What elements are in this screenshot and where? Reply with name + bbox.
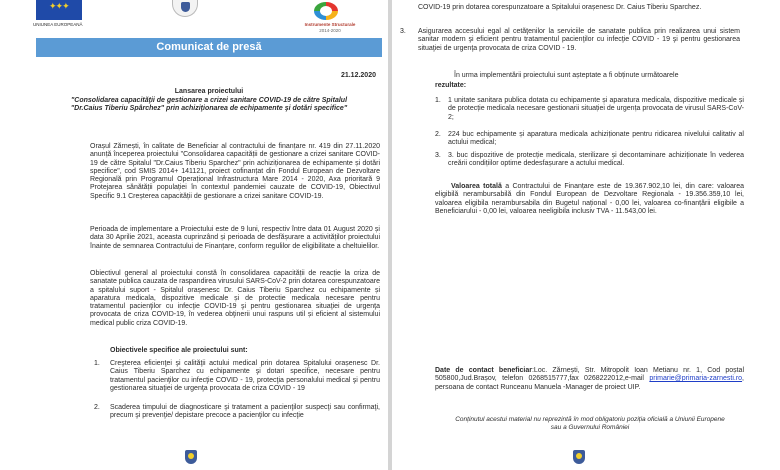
objective-item: Creşterea eficienţei şi calităţii actului medical prin dotarea Spitalului orașenesc Dr. Caius Tiberiu Sparchez cu echipamente şi dotari specifice, necesare pentru tratamentul pacienţilor cu infecţie COVID - 19, protecţia personalului medical şi pentru gestionarea situaţiei de urgenţa provocata de criza COVID - 19 <box>110 360 380 392</box>
eu-flag-icon: ✦✦✦ <box>36 0 82 20</box>
title-line: Lansarea proiectului <box>174 88 244 95</box>
total-value-label: Valoarea totală <box>451 183 502 190</box>
footer-crest-icon <box>568 448 590 466</box>
struct-caption-years: 2014-2020 <box>319 28 341 33</box>
list-number: 1. <box>435 97 441 104</box>
release-date: 21.12.2020 <box>340 72 376 79</box>
document-page-left <box>0 0 388 470</box>
results-intro: În urma implementării proiectului sunt așteptate a fi obținute următoarele <box>454 72 679 79</box>
objective-item-continuation: COVID-19 prin dotarea corespunzatoare a Spitalului orașenesc Dr. Caius Tiberiu Sparchez. <box>418 4 702 11</box>
total-value-text: a Contractului de Finanțare este de 19.367.902,10 lei, din care: valoarea eligibilă nerambursabilă din Fondul European de Dezvoltare Regionala - 19.356.359,10 lei, valoarea eligibila nerambursabila din Bugetul național - 0,00 lei, valoarea co-finanțării eligibile a Beneficiarului - 0,00 lei, valoarea neeligibila inclusiv TVA - 11.543,00 lei. <box>435 183 744 215</box>
project-title: "Consolidarea capacităţii de gestionare a crizei sanitare COVID-19 de către Spitalul "Dr.Caius Tiberiu Spârchez" prin achiziţionarea de echipamente şi dotări specifice" <box>70 97 348 113</box>
contact-paragraph <box>435 367 744 392</box>
document-page-right <box>392 0 780 470</box>
contact-tail: , persoana de contact Runceanu Manuela -Manager de proiect UIP. <box>435 375 744 391</box>
results-label: rezultate: <box>435 82 467 89</box>
government-crest-icon <box>172 0 198 17</box>
total-value-paragraph <box>435 183 744 216</box>
list-number: 2. <box>94 404 100 411</box>
objective-item: Asigurarea accesului egal al cetăţenilor la serviciile de sanatate publica prin realizarea unui sistem sanitar modern şi eficient pentru tratamentul pacienţilor cu infecţie COVID - 19 şi pentru gestionarea situaţiei de urgenţa provocata de criza COVID - 19. <box>418 28 740 52</box>
press-release-banner: Comunicat de presă <box>36 38 382 57</box>
result-item: 3. buc dispozitive de protecție medicala, sterilizare și decontaminare achiziționate în vederea creării condițiilor optime dedesfașurare a actului medical. <box>448 152 744 168</box>
paragraph-general-objective: Obiectivul general al proiectului constă în consolidarea capacității de reacție la criza de sanatate publica cauzata de raspandirea virusului SARS-CoV-2 prin dotarea corespunzatoare a spitalului suport - Spitalul orașenesc Dr. Caius Tiberiu Sparchez cu echipamente și aparatura medicala, dispozitive medicale și de protectie medicala necesare pentru tratamentul pacienţilor cu infecţie COVID-19 şi pentru gestionarea situaţiei de urgenţa provocata de criza COVID-19, în vederea obţinerii unui raspuns util și eficient al sistemului medical public criza COVID-19. <box>90 270 380 327</box>
contact-email-link[interactable]: primarie@primaria-zarnesti.ro <box>649 375 743 383</box>
disclaimer: Conținutul acestui material nu reprezintă în mod obligatoriu poziția oficială a Uniunii Europene sau a Guvernului României <box>455 416 725 431</box>
contact-text: :Loc. Zărnești, Str. Mitropolit Ioan Metianu nr. 1, Cod poștal 505800,Jud.Brașov, telefon 0268515777,fax 0268222012,e-mail <box>435 367 744 383</box>
paragraph-intro: Orașul Zărnești, în calitate de Beneficiar al contractului de finanțare nr. 419 din 27.11.2020 anunță începerea proiectului "Consolidarea capacității de gestionare a crizei sanitare COVID-19 de către Spitalul "Dr.Caius Tiberiu Sparchez" prin achiziționarea de echipamente și dotări specifice", cod SMIS 2014+ 141121, proiect cofinanțat din Fondul European de Dezvoltare Regională prin Programul Operațional Infrastructura Mare 2014 - 2020, Axa prioritară 9 Protejarea sănătății populației în contextul pandemiei cauzate de COVID-19, Obiectivul Specific 9.1 Creșterea capacității de gestionare a crizei sanitare COVID-19. <box>90 143 380 200</box>
objectives-heading: Obiectivele specifice ale proiectului sunt: <box>110 347 248 354</box>
contact-label: Date de contact beneficiar <box>435 367 532 374</box>
list-number: 1. <box>94 360 100 367</box>
footer-crest-icon <box>180 448 202 466</box>
result-item: 224 buc echipamente și aparatura medicala achiziționate pentru ridicarea nivelului calitativ al actului medical; <box>448 131 744 147</box>
paragraph-implementation: Perioada de implementare a Proiectului este de 9 luni, respectiv între data 01 August 2020 și data 30 Aprilie 2021, aceasta cuprinzând și perioada de desfășurare a activităților proiectului înainte de semnarea Contractului de Finanțare, conform regulilor de eligibilitate a cheltuielilor. <box>90 226 380 250</box>
objective-item: Scaderea timpului de diagnosticare şi tratament a pacienţilor suspecţi sau confirmaţi, precum şi prevenţie/ depistare precoce a pacienţilor cu infecţie <box>110 404 380 420</box>
list-number: 3. <box>435 152 441 159</box>
list-number: 3. <box>400 28 406 35</box>
result-item: 1 unitate sanitara publica dotata cu echipamente și aparatura medicala, dispozitive medicale și de protecție medicala necesare gestionarii situației de urgența provocata de virusul SARS-CoV-2; <box>448 97 744 121</box>
struct-caption: Instrumente Structurale <box>304 22 356 27</box>
eu-caption: UNIUNEA EUROPEANĂ <box>33 22 83 27</box>
list-number: 2. <box>435 131 441 138</box>
structural-instruments-logo-icon <box>296 2 364 34</box>
